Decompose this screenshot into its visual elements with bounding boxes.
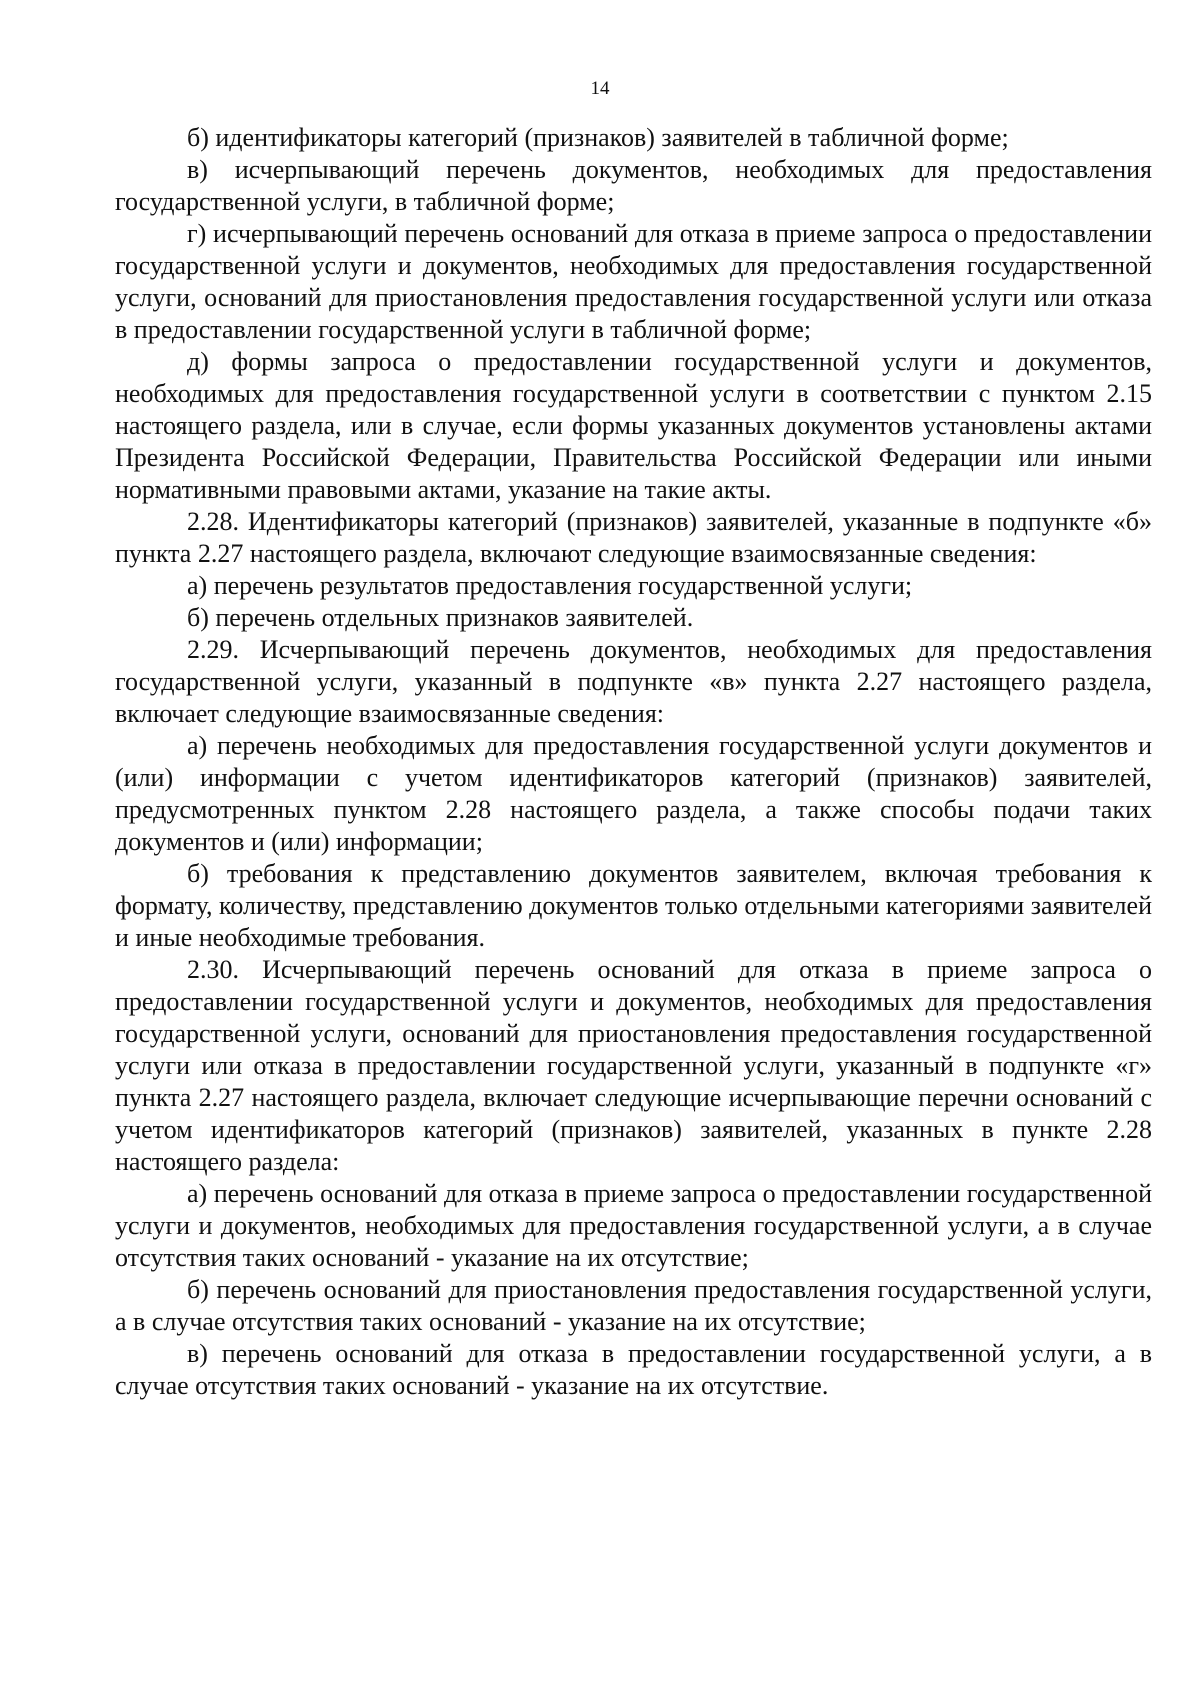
clause-2-30-item-b: б) перечень оснований для приостановления предоставления государственной услуги, а в случае отсутствия таких оснований - указание на их отсутствие; <box>115 1275 1152 1336</box>
paragraph-g-refusal-grounds: г) исчерпывающий перечень оснований для отказа в приеме запроса о предоставлении государственной услуги и документов, необходимых для предоставления государственной услуги, оснований для приостановления предоставления государственной услуги или отказа в предоставлении государственной услуги в табличной форме; <box>115 219 1152 344</box>
paragraph-v-documents-list: в) исчерпывающий перечень документов, необходимых для предоставления государственной услуги, в табличной форме; <box>115 155 1152 216</box>
clause-2-29: 2.29. Исчерпывающий перечень документов, необходимых для предоставления государственной услуги, указанный в подпункте «в» пункта 2.27 настоящего раздела, включает следующие взаимосвязанные сведения: <box>115 635 1152 728</box>
clause-2-30-item-a: а) перечень оснований для отказа в приеме запроса о предоставлении государственной услуги и документов, необходимых для предоставления государственной услуги, а в случае отсутствия таких оснований - указание на их отсутствие; <box>115 1179 1152 1272</box>
clause-2-28: 2.28. Идентификаторы категорий (признаков) заявителей, указанные в подпункте «б» пункта 2.27 настоящего раздела, включают следующие взаимосвязанные сведения: <box>115 507 1152 568</box>
clause-2-29-item-a: а) перечень необходимых для предоставления государственной услуги документов и (или) информации с учетом идентификаторов категорий (признаков) заявителей, предусмотренных пунктом 2.28 настоящего раздела, а также способы подачи таких документов и (или) информации; <box>115 731 1152 856</box>
paragraph-b-identifiers: б) идентификаторы категорий (признаков) заявителей в табличной форме; <box>187 123 1009 152</box>
clause-2-30: 2.30. Исчерпывающий перечень оснований для отказа в приеме запроса о предоставлении государственной услуги и документов, необходимых для предоставления государственной услуги, оснований для приостановления предоставления государственной услуги или отказа в предоставлении государственной услуги, указанный в подпункте «г» пункта 2.27 настоящего раздела, включает следующие исчерпывающие перечни оснований с учетом идентификаторов категорий (признаков) заявителей, указанных в пункте 2.28 настоящего раздела: <box>115 955 1152 1176</box>
clause-2-28-item-a: а) перечень результатов предоставления государственной услуги; <box>187 571 913 600</box>
document-body <box>115 122 1152 1402</box>
clause-2-29-item-b: б) требования к представлению документов заявителем, включая требования к формату, количеству, представлению документов только отдельными категориями заявителей и иные необходимые требования. <box>115 859 1152 952</box>
clause-2-28-item-b: б) перечень отдельных признаков заявителей. <box>187 603 694 632</box>
page-number: 14 <box>590 78 610 99</box>
clause-2-30-item-v: в) перечень оснований для отказа в предоставлении государственной услуги, а в случае отсутствия таких оснований - указание на их отсутствие. <box>115 1339 1152 1400</box>
paragraph-d-request-forms: д) формы запроса о предоставлении государственной услуги и документов, необходимых для предоставления государственной услуги в соответствии с пунктом 2.15 настоящего раздела, или в случае, если формы указанных документов установлены актами Президента Российской Федерации, Правительства Российской Федерации или иными нормативными правовыми актами, указание на такие акты. <box>115 347 1152 504</box>
